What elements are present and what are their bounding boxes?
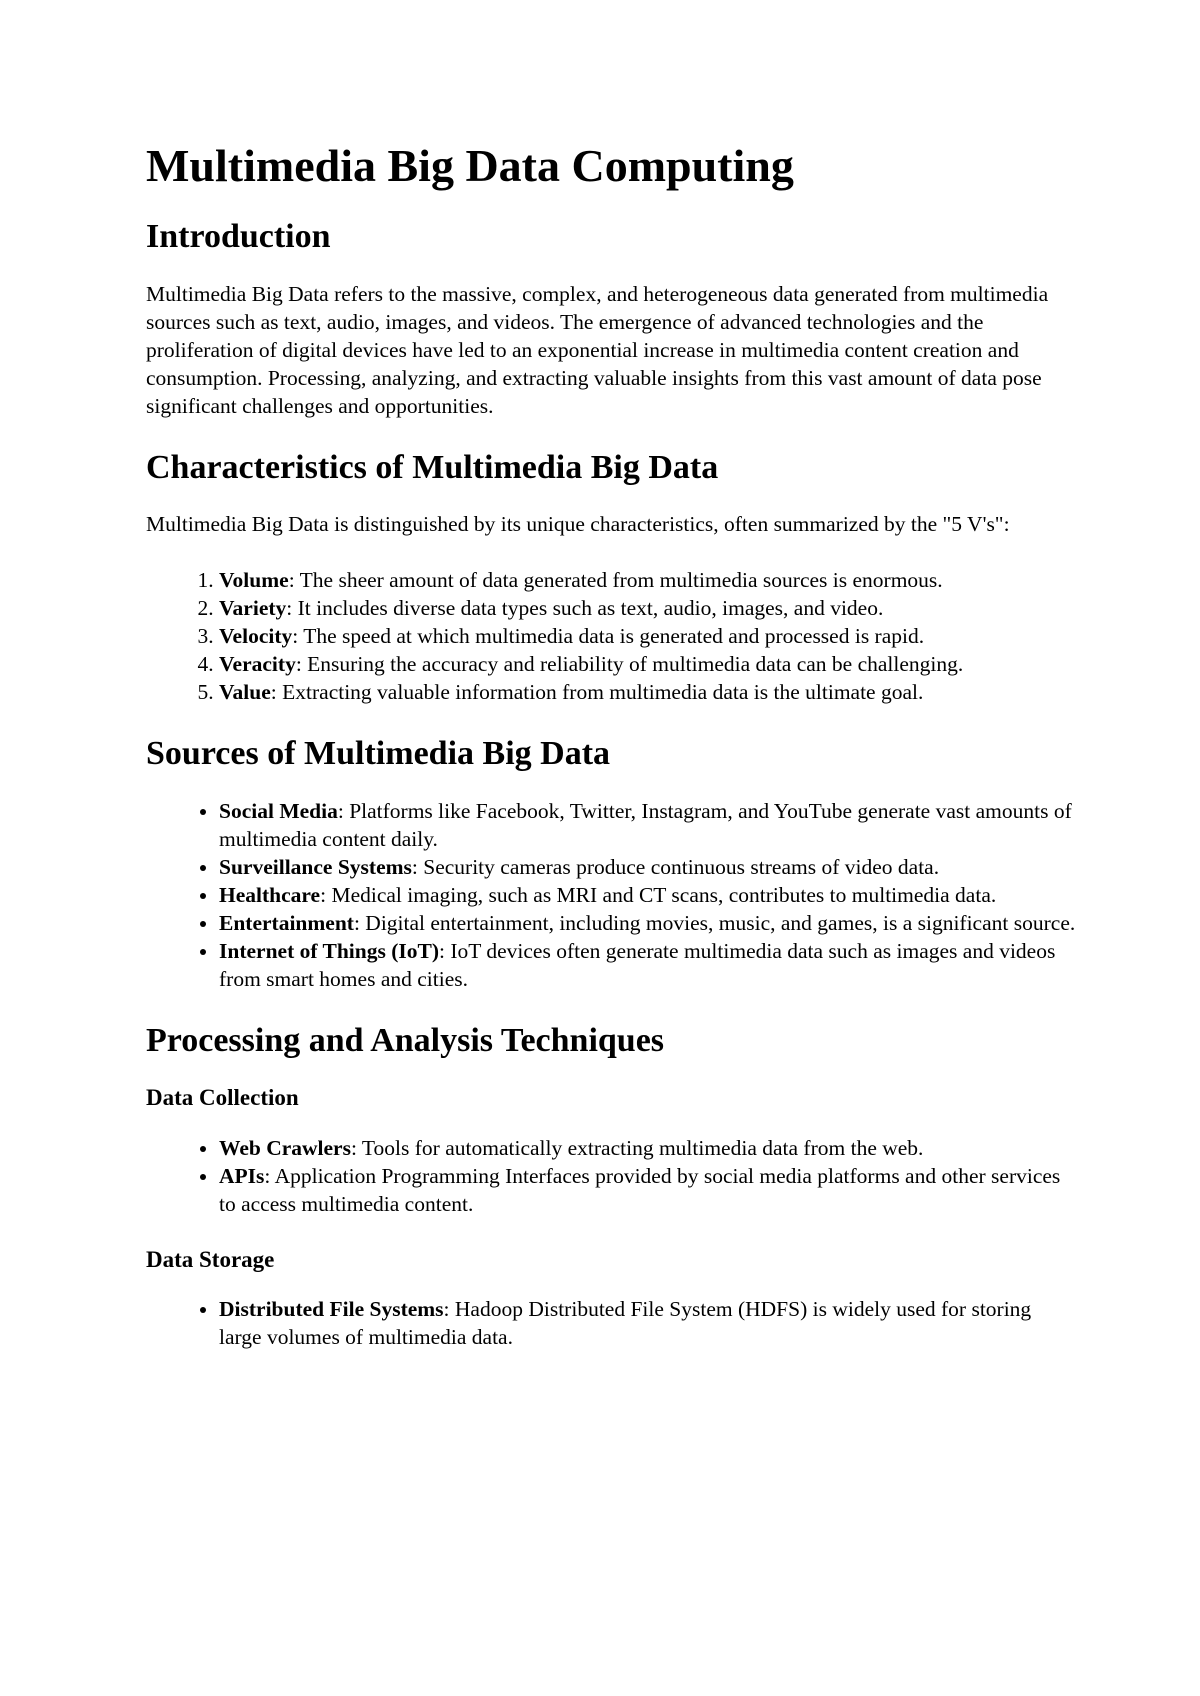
list-item — [219, 678, 1076, 706]
list-item-text: : Security cameras produce continuous streams of video data. — [411, 855, 940, 880]
list-item — [219, 1162, 1076, 1218]
list-item-text: : Digital entertainment, including movies, music, and games, is a significant source. — [353, 911, 1076, 936]
data-collection-list — [146, 1134, 1076, 1218]
list-item-text: : Extracting valuable information from multimedia data is the ultimate goal. — [270, 680, 924, 705]
list-item — [219, 622, 1076, 650]
list-item-term: Veracity — [219, 652, 296, 677]
list-item-term: Variety — [219, 596, 287, 621]
list-item-term: APIs — [219, 1163, 265, 1188]
introduction-heading: Introduction — [146, 217, 331, 255]
list-item-text: : Platforms like Facebook, Twitter, Instagram, and YouTube generate vast amounts of multimedia content daily. — [219, 799, 1072, 852]
list-item-text: : IoT devices often generate multimedia data such as images and videos from smart homes and cities. — [219, 939, 1056, 992]
list-item-text: : It includes diverse data types such as text, audio, images, and video. — [286, 596, 884, 621]
list-item — [219, 1295, 1076, 1351]
list-item — [219, 594, 1076, 622]
list-item-term: Healthcare — [219, 883, 321, 908]
list-item-text: : Medical imaging, such as MRI and CT scans, contributes to multimedia data. — [320, 883, 997, 908]
list-item-term: Internet of Things (IoT) — [219, 939, 439, 964]
document-title: Multimedia Big Data Computing — [146, 140, 794, 191]
list-item-text: : Tools for automatically extracting multimedia data from the web. — [350, 1135, 924, 1160]
list-item-term: Social Media — [219, 799, 338, 824]
data-collection-heading: Data Collection — [146, 1085, 299, 1111]
characteristics-paragraph: Multimedia Big Data is distinguished by its unique characteristics, often summarized by the "5 V's": — [146, 512, 1010, 537]
data-storage-list — [146, 1295, 1076, 1351]
list-item-text: : Hadoop Distributed File System (HDFS) is widely used for storing large volumes of multimedia data. — [219, 1297, 1032, 1350]
list-item-term: Web Crawlers — [219, 1135, 351, 1160]
list-item — [219, 881, 1076, 909]
list-item — [219, 853, 1076, 881]
list-item-term: Velocity — [219, 624, 293, 649]
processing-heading: Processing and Analysis Techniques — [146, 1022, 665, 1060]
list-item-term: Entertainment — [219, 911, 354, 936]
list-item — [219, 909, 1076, 937]
characteristics-heading: Characteristics of Multimedia Big Data — [146, 448, 719, 486]
sources-heading: Sources of Multimedia Big Data — [146, 735, 611, 773]
list-item-term: Distributed File Systems — [219, 1297, 444, 1322]
list-item-text: : The sheer amount of data generated from multimedia sources is enormous. — [288, 568, 943, 593]
list-item — [219, 650, 1076, 678]
list-item — [219, 1134, 1076, 1162]
list-item-term: Value — [219, 680, 271, 705]
list-item — [219, 797, 1076, 853]
list-item-term: Volume — [219, 568, 289, 593]
list-item-text: : The speed at which multimedia data is generated and processed is rapid. — [292, 624, 925, 649]
data-storage-heading: Data Storage — [146, 1246, 275, 1272]
list-item — [219, 937, 1076, 993]
characteristics-list — [146, 566, 1076, 706]
list-item-text: : Application Programming Interfaces provided by social media platforms and other services to access multimedia content. — [219, 1163, 1061, 1216]
sources-list — [146, 797, 1076, 993]
list-item-text: : Ensuring the accuracy and reliability of multimedia data can be challenging. — [295, 652, 964, 677]
document-page — [146, 140, 1076, 1379]
introduction-paragraph: Multimedia Big Data refers to the massive, complex, and heterogeneous data generated from multimedia sources such as text, audio, images, and videos. The emergence of advanced technologies and the proliferation of digital devices have led to an exponential increase in multimedia content creation and consumption. Processing, analyzing, and extracting valuable insights from this vast amount of data pose significant challenges and opportunities. — [146, 281, 1049, 418]
list-item — [219, 566, 1076, 594]
list-item-term: Surveillance Systems — [219, 855, 412, 880]
